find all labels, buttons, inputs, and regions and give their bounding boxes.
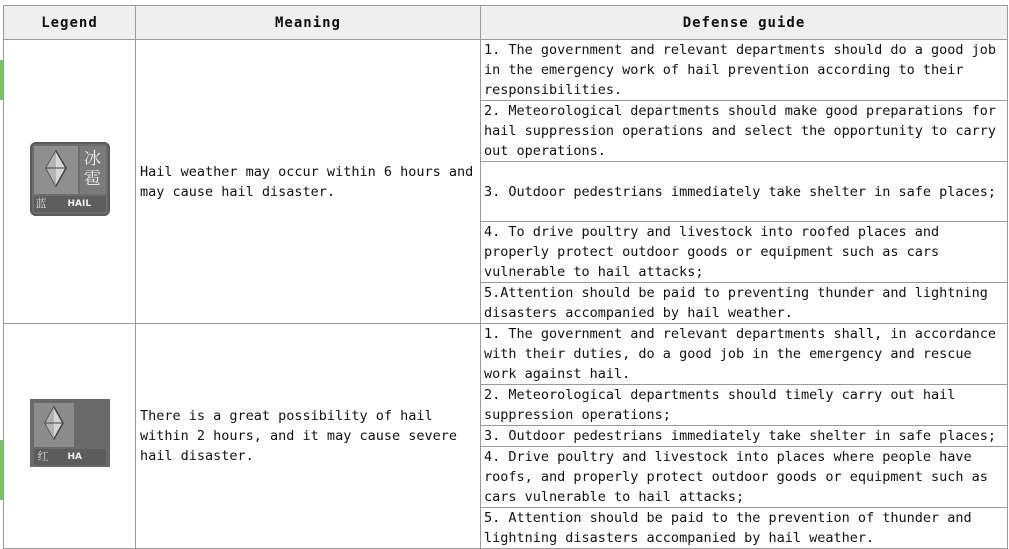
legend-header: Legend [4, 6, 136, 40]
guide-cell [481, 101, 1008, 162]
guide-cell [481, 447, 1008, 508]
meaning-header: Meaning [136, 6, 481, 40]
guide-text: 4. Drive poultry and livestock into places where people have roofs, and properly protect outdoor goods or equipment such as cars vulnerable to hail attacks; [484, 449, 988, 505]
guide-text: 1. The government and relevant departments shall, in accordance with their duties, do a good job in the emergency and rescue work against hail. [484, 326, 997, 382]
icon-color-char: 蓝 [35, 196, 47, 210]
hail-red-warning-icon [30, 399, 110, 467]
guide-text: 5.Attention should be paid to preventing thunder and lightning disasters accompanied by hail weather. [484, 285, 988, 321]
guide-cell [481, 426, 1008, 447]
icon-label: HA [67, 452, 82, 462]
guide-text: 3. Outdoor pedestrians immediately take shelter in safe places; [484, 183, 997, 200]
defense-guide-header: Defense guide [481, 6, 1008, 40]
meaning-text: Hail weather may occur within 6 hours and may cause hail disaster. [140, 163, 474, 200]
legend-cell [4, 324, 136, 549]
guide-cell [481, 385, 1008, 426]
guide-text: 2. Meteorological departments should timely carry out hail suppression operations; [484, 387, 956, 423]
guide-cell [481, 283, 1008, 324]
legend-cell [4, 40, 136, 324]
meaning-cell [136, 324, 481, 549]
guide-text: 4. To drive poultry and livestock into roofed places and properly protect outdoor goods or equipment such as cars vulnerable to hail attacks; [484, 224, 940, 280]
table-row [4, 40, 1008, 101]
guide-text: 3. Outdoor pedestrians immediately take shelter in safe places; [484, 428, 997, 444]
table-row [4, 324, 1008, 385]
guide-cell [481, 324, 1008, 385]
hail-warning-table [3, 5, 1008, 549]
icon-color-char: 红 [37, 450, 49, 463]
guide-text: 5. Attention should be paid to the prevention of thunder and lightning disasters accompanied by hail weather. [484, 510, 972, 546]
meaning-text: There is a great possibility of hail within 2 hours, and it may cause severe hail disaster. [140, 408, 457, 464]
icon-label: HAIL [67, 198, 92, 209]
guide-cell [481, 222, 1008, 283]
guide-text: 2. Meteorological departments should make good preparations for hail suppression operations and select the opportunity to carry out operations. [484, 103, 997, 159]
meaning-cell [136, 40, 481, 324]
guide-cell [481, 508, 1008, 549]
guide-cell [481, 162, 1008, 222]
guide-text: 1. The government and relevant departments should do a good job in the emergency work of hail prevention according to their responsibilities. [484, 42, 997, 98]
guide-cell [481, 40, 1008, 101]
header-row [4, 6, 1008, 40]
icon-hanzi: 冰雹 [84, 148, 101, 189]
hail-blue-warning-icon [30, 142, 110, 216]
